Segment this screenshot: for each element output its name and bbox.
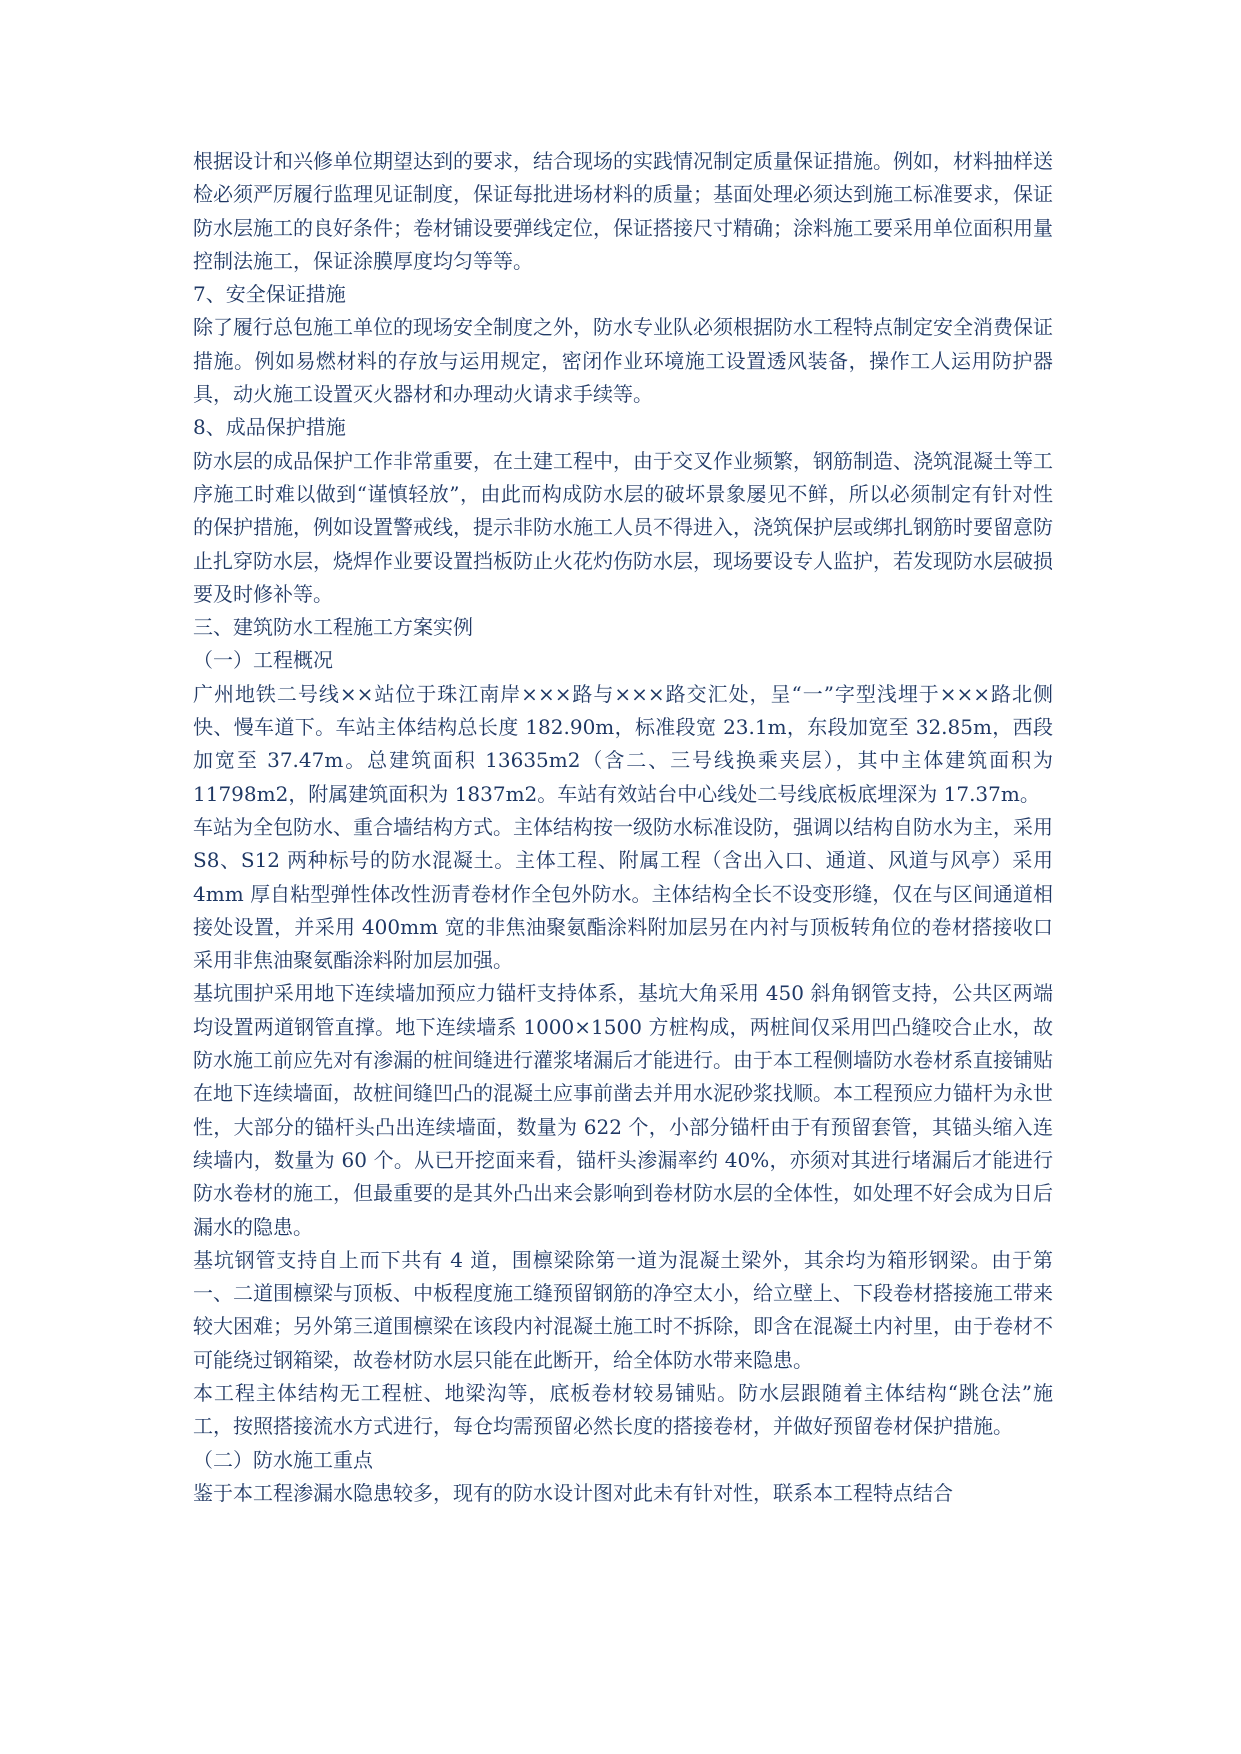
paragraph-foundation-support: 基坑围护采用地下连续墙加预应力锚杆支持体系，基坑大角采用 450 斜角钢管支持，公共区两端均设置两道钢管直撑。地下连续墙系 1000×1500 方桩构成，两桩间仅采用凹凸缝咬合止水，故防水施工前应先对有渗漏的桩间缝进行灌浆堵漏后才能进行。由于本工程侧墙防水卷材系直接铺贴在地下连续墙面，故桩间缝凹凸的混凝土应事前凿去并用水泥砂浆找顺。本工程预应力锚杆为永世性，大部分的锚杆头凸出连续墙面，数量为 622 个，小部分锚杆由于有预留套管，其锚头缩入连续墙内，数量为 60 个。从已开挖面来看，锚杆头渗漏率约 40%，亦须对其进行堵漏后才能进行防水卷材的施工，但最重要的是其外凸出来会影响到卷材防水层的全体性，如处理不好会成为日后漏水的隐患。 [193, 981, 1053, 1239]
paragraph-quality-measures: 根据设计和兴修单位期望达到的要求，结合现场的实践情况制定质量保证措施。例如，材料抽样送检必须严厉履行监理见证制度，保证每批进场材料的质量；基面处理必须达到施工标准要求，保证防水层施工的良好条件；卷材铺设要弹线定位，保证搭接尺寸精确；涂料施工要采用单位面积用量控制法施工，保证涂膜厚度均匀等等。 [193, 149, 1053, 273]
paragraph-safety-measures: 除了履行总包施工单位的现场安全制度之外，防水专业队必须根据防水工程特点制定安全消费保证措施。例如易燃材料的存放与运用规定，密闭作业环境施工设置透风装备，操作工人运用防护器具，动火施工设置灭火器材和办理动火请求手续等。 [193, 315, 1053, 407]
heading-key-points: （二）防水施工重点 [193, 1447, 373, 1472]
paragraph-main-structure: 本工程主体结构无工程桩、地梁沟等，底板卷材较易铺贴。防水层跟随着主体结构“跳仓法”施工，按照搭接流水方式进行，每仓均需预留必然长度的搭接卷材，并做好预留卷材保护措施。 [193, 1380, 1053, 1439]
heading-safety-measures: 7、安全保证措施 [193, 282, 346, 307]
heading-project-overview: （一）工程概况 [193, 648, 333, 673]
paragraph-steel-support: 基坑钢管支持自上而下共有 4 道，围檩梁除第一道为混凝土梁外，其余均为箱形钢梁。由于第一、二道围檩梁与顶板、中板程度施工缝预留钢筋的净空太小，给立壁上、下段卷材搭接施工带来较大困难；另外第三道围檩梁在该段内衬混凝土施工时不拆除，即含在混凝土内衬里，由于卷材不可能绕过钢箱梁，故卷材防水层只能在此断开，给全体防水带来隐患。 [193, 1247, 1053, 1372]
paragraph-station-location: 广州地铁二号线××站位于珠江南岸×××路与×××路交汇处，呈“一”字型浅埋于×××路北侧快、慢车道下。车站主体结构总长度 182.90m，标准段宽 23.1m，东段加宽至 32.85m，西段加宽至 37.47m。总建筑面积 13635m2（含二、三号线换乘夹层），其中主体建筑面积为 11798m2，附属建筑面积为 1837m2。车站有效站台中心线处二号线底板底埋深为 17.37m。 [193, 681, 1053, 806]
heading-section-three: 三、建筑防水工程施工方案实例 [193, 615, 473, 640]
document-body [193, 145, 1053, 1510]
paragraph-waterproof-structure: 车站为全包防水、重合墙结构方式。主体结构按一级防水标准设防，强调以结构自防水为主，采用 S8、S12 两种标号的防水混凝土。主体工程、附属工程（含出入口、通道、风道与风亭）采用 4mm 厚自粘型弹性体改性沥青卷材作全包外防水。主体结构全长不设变形缝，仅在与区间通道相接处设置，并采用 400mm 宽的非焦油聚氨酯涂料附加层另在内衬与顶板转角位的卷材搭接收口采用非焦油聚氨酯涂料附加层加强。 [193, 814, 1053, 973]
paragraph-product-protection: 防水层的成品保护工作非常重要，在土建工程中，由于交叉作业频繁，钢筋制造、浇筑混凝土等工序施工时难以做到“谨慎轻放”，由此而构成防水层的破坏景象屡见不鲜，所以必须制定有针对性的保护措施，例如设置警戒线，提示非防水施工人员不得进入，浇筑保护层或绑扎钢筋时要留意防止扎穿防水层，烧焊作业要设置挡板防止火花灼伤防水层，现场要设专人监护，若发现防水层破损要及时修补等。 [193, 448, 1053, 606]
paragraph-key-points: 鉴于本工程渗漏水隐患较多，现有的防水设计图对此未有针对性，联系本工程特点结合 [193, 1480, 953, 1505]
heading-product-protection: 8、成品保护措施 [193, 415, 346, 440]
